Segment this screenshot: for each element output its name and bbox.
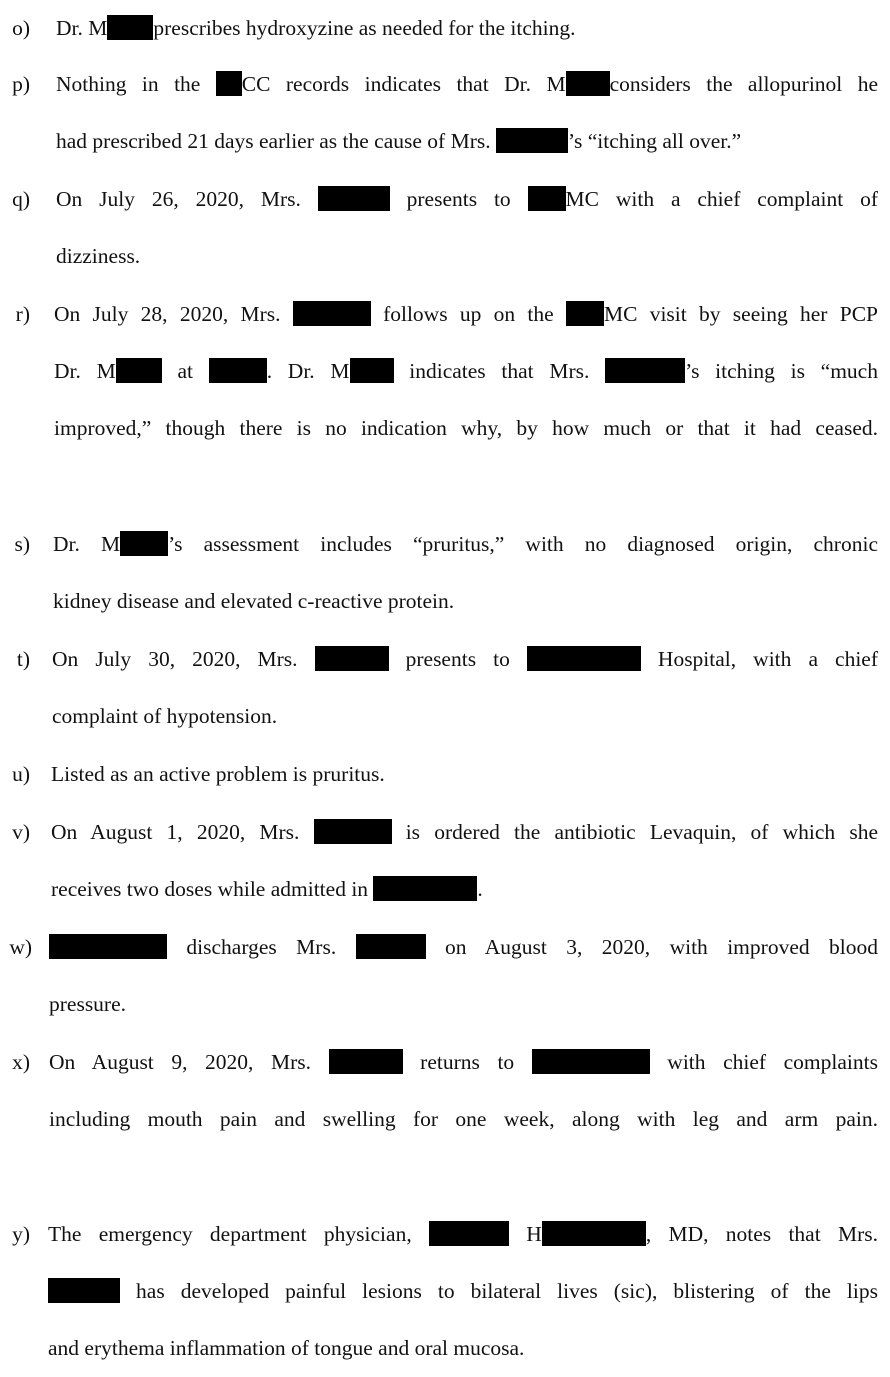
text-run: Hospital, with a chief <box>640 647 878 671</box>
list-marker: t) <box>16 647 30 671</box>
list-marker: p) <box>12 72 30 96</box>
redaction-box <box>120 531 168 556</box>
redaction-box <box>429 1221 509 1246</box>
text-run: ’s assessment includes “pruritus,” with no diagnosed origin, chronic <box>168 532 878 556</box>
redaction-box <box>527 646 641 671</box>
text-line <box>49 919 878 976</box>
redaction-box <box>314 819 392 844</box>
redaction-box <box>48 1278 120 1303</box>
text-run: prescribes hydroxyzine as needed for the itching. <box>153 16 576 40</box>
text-run: presents to <box>388 647 527 671</box>
text-line <box>52 631 878 688</box>
redaction-box <box>329 1049 403 1074</box>
redaction-box <box>116 358 162 383</box>
redaction-box <box>216 71 242 96</box>
text-run: Dr. M <box>54 359 116 383</box>
text-run: Nothing in the <box>56 72 216 96</box>
text-run: indicates that Mrs. <box>393 359 606 383</box>
text-run: at <box>161 359 209 383</box>
text-run: and erythema inflammation of tongue and oral mucosa. <box>48 1336 525 1360</box>
redaction-box <box>49 934 167 959</box>
text-run: MC with a chief complaint of <box>565 187 878 211</box>
text-run: The emergency department physician, <box>48 1222 429 1246</box>
text-run: Dr. M <box>53 532 121 556</box>
text-line <box>54 343 878 400</box>
redaction-box <box>318 186 390 211</box>
list-marker: o) <box>12 16 30 40</box>
list-marker: u) <box>12 762 30 786</box>
text-run: On July 30, 2020, Mrs. <box>52 647 315 671</box>
list-marker: q) <box>12 187 30 211</box>
text-line <box>54 400 878 457</box>
redaction-box <box>542 1221 646 1246</box>
text-run: returns to <box>402 1050 532 1074</box>
text-run: had prescribed 21 days earlier as the cause of Mrs. <box>56 129 496 153</box>
text-run: kidney disease and elevated c-reactive protein. <box>53 589 455 613</box>
redaction-box <box>209 358 267 383</box>
text-run: pressure. <box>49 992 127 1016</box>
text-run: presents to <box>389 187 528 211</box>
text-run: follows up on the <box>370 302 566 326</box>
redaction-box <box>566 71 610 96</box>
text-line <box>51 804 878 861</box>
redaction-box <box>605 358 685 383</box>
text-line <box>48 1320 878 1377</box>
text-run: ’s itching is “much <box>685 359 878 383</box>
list-marker: r) <box>15 302 30 326</box>
redaction-box <box>107 15 153 40</box>
text-line <box>51 861 878 918</box>
text-run: On July 26, 2020, Mrs. <box>56 187 318 211</box>
text-run: Listed as an active problem is pruritus. <box>51 762 385 786</box>
text-line <box>53 573 878 630</box>
text-run: is ordered the antibiotic Levaquin, of which she <box>391 820 878 844</box>
text-line <box>52 688 878 745</box>
text-run: on August 3, 2020, with improved blood <box>425 935 878 959</box>
text-run: improved,” though there is no indication why, by how much or that it had ceased. <box>54 416 878 440</box>
redaction-box <box>496 128 568 153</box>
redaction-box <box>532 1049 650 1074</box>
text-run: receives two doses while admitted in <box>51 877 374 901</box>
text-run: complaint of hypotension. <box>52 704 278 728</box>
text-line <box>56 171 878 228</box>
list-marker: w) <box>9 935 32 959</box>
list-marker: y) <box>12 1222 30 1246</box>
text-line <box>49 1091 878 1148</box>
text-line <box>48 1206 878 1263</box>
text-run: On August 1, 2020, Mrs. <box>51 820 314 844</box>
list-marker: x) <box>12 1050 30 1074</box>
list-marker: s) <box>14 532 30 556</box>
text-run: . Dr. M <box>266 359 350 383</box>
text-line <box>56 56 878 113</box>
text-run: Dr. M <box>56 16 108 40</box>
text-run: On July 28, 2020, Mrs. <box>54 302 293 326</box>
text-run: MC visit by seeing her PCP <box>603 302 878 326</box>
text-run: dizziness. <box>56 244 141 268</box>
text-line <box>56 113 878 170</box>
text-line <box>56 0 878 57</box>
text-line <box>48 1263 878 1320</box>
text-line <box>49 976 878 1033</box>
redaction-box <box>293 301 371 326</box>
redaction-box <box>528 186 566 211</box>
text-run: CC records indicates that Dr. M <box>241 72 566 96</box>
text-line <box>54 286 878 343</box>
text-run: H <box>508 1222 542 1246</box>
redaction-box <box>566 301 604 326</box>
list-marker: v) <box>12 820 30 844</box>
text-run: . <box>477 877 483 901</box>
text-line <box>51 746 878 803</box>
text-run: discharges Mrs. <box>167 935 356 959</box>
text-line <box>49 1034 878 1091</box>
text-run: has developed painful lesions to bilateral lives (sic), blistering of the lips <box>120 1279 878 1303</box>
redaction-box <box>315 646 389 671</box>
text-run: ’s “itching all over.” <box>567 129 742 153</box>
redaction-box <box>373 876 477 901</box>
text-line <box>56 228 878 285</box>
text-run: including mouth pain and swelling for one week, along with leg and arm pain. <box>49 1107 878 1131</box>
text-run: , MD, notes that Mrs. <box>645 1222 878 1246</box>
text-line <box>53 516 878 573</box>
redaction-box <box>356 934 426 959</box>
redaction-box <box>350 358 394 383</box>
text-run: considers the allopurinol he <box>609 72 878 96</box>
text-run: On August 9, 2020, Mrs. <box>49 1050 329 1074</box>
text-run: with chief complaints <box>649 1050 878 1074</box>
